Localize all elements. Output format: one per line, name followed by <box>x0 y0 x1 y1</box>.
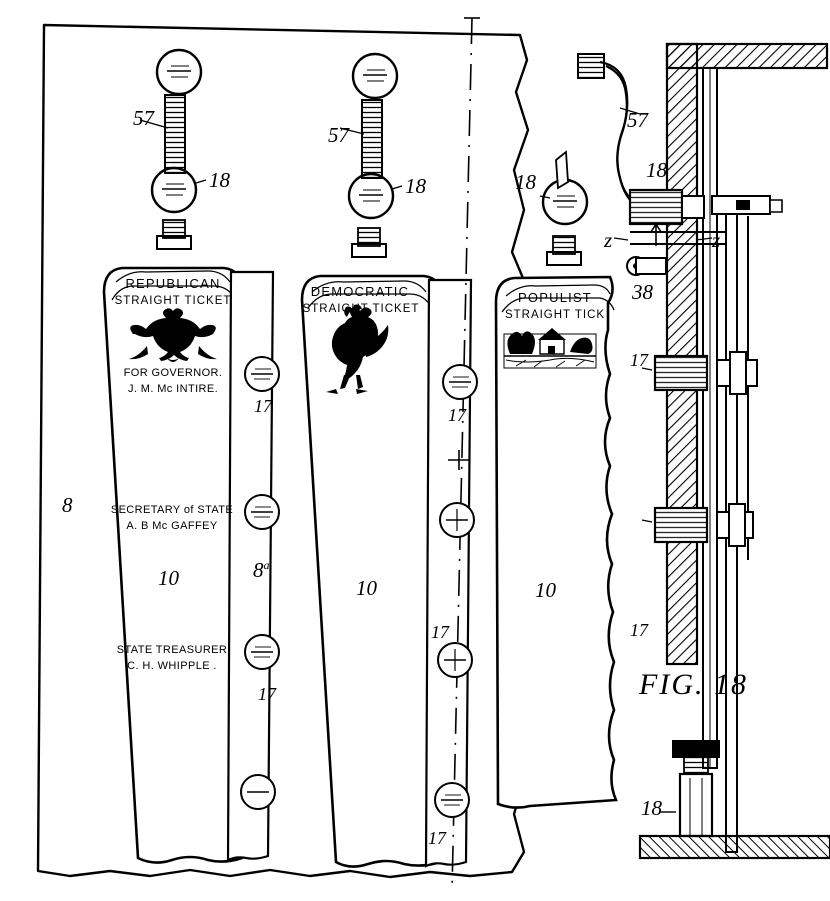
upper-right-bracket <box>712 196 782 214</box>
machine-frame-section <box>667 44 827 852</box>
ref-8-sheet: 8 <box>62 493 73 517</box>
ref-10-populist: 10 <box>535 578 556 602</box>
side-key-bar-bottom <box>642 504 753 546</box>
republican-office-2-name: A. B Mc GAFFEY <box>126 520 218 532</box>
ref-17-c: 17 <box>258 684 276 704</box>
populist-ticket-title: POPULIST <box>518 290 592 305</box>
ref-17-b: 17 <box>448 405 466 425</box>
ref-17-side-top: 17 <box>630 350 648 370</box>
key-button <box>245 495 279 529</box>
ref-8a-strip <box>253 558 270 583</box>
key-button <box>435 783 469 817</box>
ref-10-republican: 10 <box>158 566 179 590</box>
ref-18-mid: 18 <box>405 174 426 198</box>
republican-office-3-name: C. H. WHIPPLE . <box>127 660 217 672</box>
key-button <box>241 775 275 809</box>
axis-z-left: z <box>604 228 613 252</box>
ref-8a-sup: a <box>263 558 270 572</box>
ref-38: 38 <box>632 280 653 304</box>
democratic-ticket-subtitle: STRAIGHT TICKET <box>302 303 420 315</box>
ref-18-detail: 18 <box>641 796 662 820</box>
republican-ticket-subtitle: STRAIGHT TICKET <box>114 295 232 307</box>
ref-17-d: 17 <box>431 622 449 642</box>
republican-office-3-title: STATE TREASURER <box>116 644 228 656</box>
side-key-bar-top <box>642 352 757 394</box>
figure-caption: FIG. 18 <box>639 668 748 701</box>
populist-ticket-subtitle: STRAIGHT TICK <box>504 309 606 321</box>
republican-office-1-name: J. M. Mc INTIRE. <box>127 383 219 395</box>
republican-office-2-title: SECRETARY of STATE <box>110 504 234 516</box>
farmhouse-emblem <box>504 328 596 368</box>
ref-57-left: 57 <box>133 106 154 130</box>
ref-18-side: 18 <box>646 158 667 182</box>
key-button <box>438 643 472 677</box>
ref-10-democratic: 10 <box>356 576 377 600</box>
populist-knob-assembly <box>540 152 587 265</box>
ref-17-side-bottom: 17 <box>630 620 648 640</box>
ref-57-side: 57 <box>627 108 648 132</box>
ref-8a-base: 8 <box>253 558 264 582</box>
republican-ticket-title: REPUBLICAN <box>125 276 221 291</box>
key-button <box>440 503 474 537</box>
republican-office-1-title: FOR GOVERNOR. <box>123 367 223 379</box>
democratic-ticket-title: DEMOCRATIC <box>310 284 410 299</box>
key-button <box>245 635 279 669</box>
ref-57-mid: 57 <box>328 123 349 147</box>
ref-17-e: 17 <box>428 828 446 848</box>
ref-18-right: 18 <box>515 170 536 194</box>
ref-17-a: 17 <box>254 396 272 416</box>
ref-18-left: 18 <box>209 168 230 192</box>
key-button <box>443 365 477 399</box>
axis-z-right: z <box>712 228 721 252</box>
key-button <box>245 357 279 391</box>
